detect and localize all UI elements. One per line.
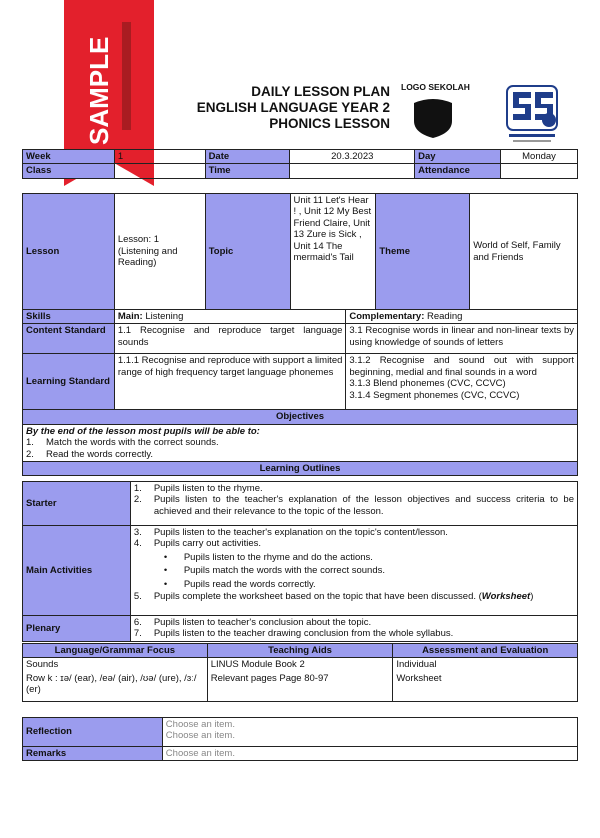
bullet-icon: • [163,578,168,590]
learning-comp-1: 3.1.2 Recognise and sound out with support beginning, medial and final sounds in a word [349,355,574,378]
language-focus-heading: Language/Grammar Focus [23,644,208,658]
item-text: Pupils carry out activities. [153,538,262,550]
main-value: Listening [142,311,184,322]
main-activities-label: Main Activities [23,526,131,616]
assessment-heading: Assessment and Evaluation [393,644,578,658]
reflection-dropdown[interactable]: Choose an item. [165,730,235,742]
bullet-text: Pupils read the words correctly. [183,578,316,590]
date-value: 20.3.2023 [290,150,415,164]
time-value [290,164,415,178]
reflection-dropdown[interactable]: Choose an item. [165,719,235,730]
item-text-main: Pupils complete the worksheet based on the topic that have been discussed. ( [153,590,482,602]
item-num: 5. [133,590,142,602]
activity-bullet [134,552,574,563]
main-activities-body [130,526,577,616]
objective-text: Match the words with the correct sounds. [46,437,219,449]
week-value: 1 [114,150,205,164]
plenary-body [130,616,577,642]
main-item [134,591,574,602]
remarks-dropdown[interactable]: Choose an item. [162,747,577,761]
day-label: Day [415,150,501,164]
objectives-body [23,424,578,461]
teaching-aids-heading: Teaching Aids [207,644,393,658]
item-text: Pupils listen to the teacher drawing conclusion from the whole syllabus. [153,628,454,640]
objective-num: 2. [26,448,34,460]
lesson-label: Lesson [23,194,115,310]
reflection-label: Reflection [23,718,163,747]
standards-table [22,309,578,476]
assessment-body [393,658,578,702]
comp-value: Reading [424,311,463,322]
item-text [154,591,534,602]
info-table [22,149,578,179]
plenary-item [134,628,574,639]
language-focus-line: Sounds [26,659,59,671]
remarks-label: Remarks [23,747,163,761]
objective-num: 1. [26,437,34,449]
content-standard-label: Content Standard [23,324,115,354]
item-text-emphasis: Worksheet [481,590,531,602]
teaching-aids-line: Relevant pages Page 80-97 [210,672,329,684]
content-standard-comp: 3.1 Recognise words in linear and non-linear texts by using knowledge of sounds of letters [346,324,578,354]
page-title [185,84,390,132]
item-text: Pupils listen to teacher's conclusion about the topic. [153,617,372,628]
class-label: Class [23,164,115,178]
attendance-value [501,164,578,178]
reflection-table [22,717,578,761]
activity-bullet [134,565,574,576]
teaching-aids-body [207,658,393,702]
content-standard-main: 1.1 Recognise and reproduce target language sounds [114,324,346,354]
bullet-icon: • [163,565,168,577]
ministry-emblem-icon [503,82,561,146]
learning-outlines-heading: Learning Outlines [23,461,578,475]
starter-label: Starter [23,482,131,526]
sample-watermark: SAMPLE [84,36,114,145]
skills-main [114,310,346,324]
outlines-table [22,481,578,642]
week-label: Week [23,150,115,164]
plenary-label: Plenary [23,616,131,642]
item-num: 2. [133,494,142,506]
topic-value: Unit 11 Let's Hear ! , Unit 12 My Best Friend Claire, Unit 13 Zure is Sick , Unit 14 The mermaid's Tail [290,194,376,310]
item-text-end: ) [530,590,534,602]
date-label: Date [205,150,290,164]
starter-item [134,494,574,517]
theme-value: World of Self, Family and Friends [470,194,578,310]
learning-standard-comp [346,354,578,410]
title-line-1: DAILY LESSON PLAN [251,84,390,99]
time-label: Time [205,164,290,178]
main-item [134,538,574,549]
language-focus-line: Row k : ɪə/ (ear), /eə/ (air), /ʊə/ (ure), /ɜː/ (er) [26,672,197,696]
item-num: 7. [133,628,142,640]
logo-label: LOGO SEKOLAH [401,82,470,92]
learning-standard-label: Learning Standard [23,354,115,410]
main-prefix: Main: [117,311,143,322]
teaching-aids-line: LINUS Module Book 2 [210,659,305,671]
bullet-text: Pupils match the words with the correct sounds. [183,565,386,577]
lesson-table [22,193,578,310]
class-value [114,164,205,178]
comp-prefix: Complementary: [349,311,425,322]
item-num: 4. [133,538,142,550]
assessment-line: Worksheet [396,672,442,684]
item-num: 3. [133,527,142,538]
focus-table [22,643,578,702]
bullet-icon: • [163,551,168,563]
item-text: Pupils listen to the teacher's explanation on the topic's content/lesson. [153,527,448,538]
activity-bullet [134,579,574,590]
main-item [134,527,574,538]
starter-body [130,482,577,526]
objectives-heading: Objectives [23,410,578,424]
lesson-value: Lesson: 1 (Listening and Reading) [114,194,205,310]
plenary-item [134,617,574,628]
school-logo-shield-icon [412,97,454,139]
skills-comp [346,310,578,324]
item-text: Pupils listen to the teacher's explanation of the lesson objectives and success criteria to be achieved and their relevance to the topic of the lesson. [153,494,574,517]
objectives-intro: By the end of the lesson most pupils will be able to: [26,425,260,437]
objective-item [26,437,574,448]
title-line-3: PHONICS LESSON [269,116,390,131]
item-text: Pupils listen to the rhyme. [153,483,263,494]
theme-label: Theme [376,194,470,310]
starter-item [134,483,574,494]
learning-standard-main: 1.1.1 Recognise and reproduce with support a limited range of high frequency target language phonemes [114,354,346,410]
objective-item [26,449,574,460]
item-num: 1. [133,483,142,494]
attendance-label: Attendance [415,164,501,178]
day-value: Monday [501,150,578,164]
skills-label: Skills [23,310,115,324]
bullet-text: Pupils listen to the rhyme and do the actions. [183,551,373,563]
topic-label: Topic [205,194,290,310]
language-focus-body [23,658,208,702]
reflection-body [162,718,577,747]
learning-comp-2: 3.1.3 Blend phonemes (CVC, CCVC) [349,378,506,390]
title-line-2: ENGLISH LANGUAGE YEAR 2 [196,100,390,115]
learning-comp-3: 3.1.4 Segment phonemes (CVC, CCVC) [349,389,520,401]
assessment-line: Individual [396,659,437,671]
objective-text: Read the words correctly. [46,448,154,460]
item-num: 6. [133,617,142,628]
